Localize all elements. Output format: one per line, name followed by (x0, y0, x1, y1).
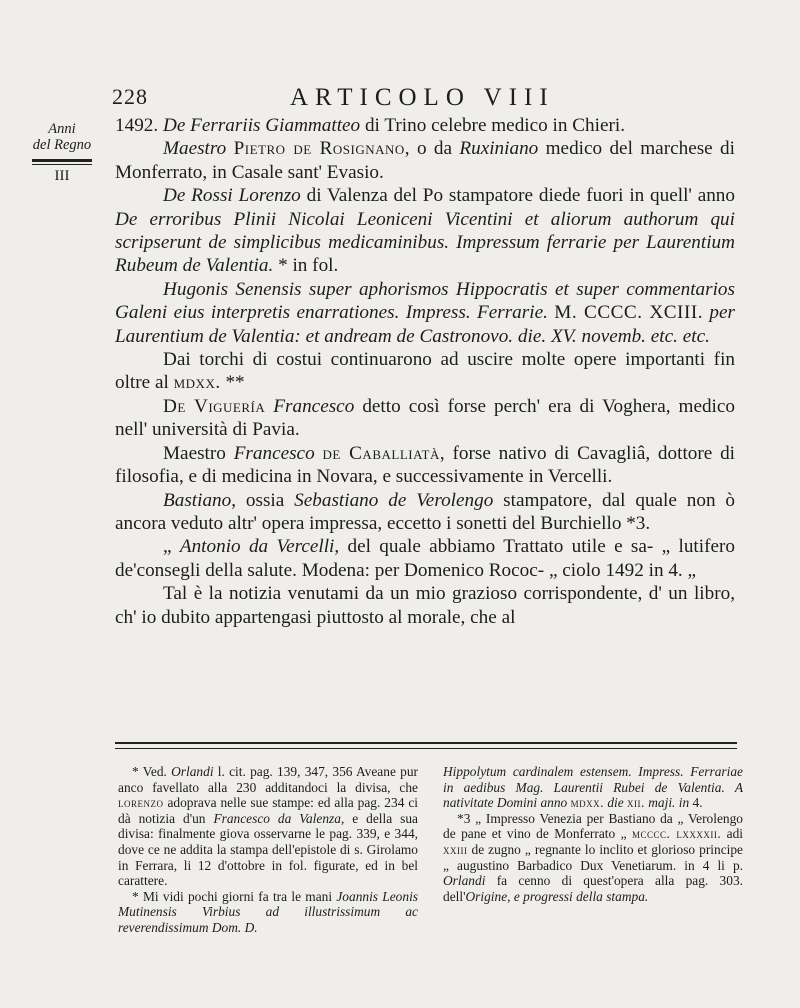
text-run: * in fol. (273, 255, 339, 277)
margin-note-regno: del Regno (32, 137, 92, 153)
text-run: Francesco (233, 442, 315, 464)
text-run: stampatore, dal quale non ò ancora veduto altr' opera impressa, eccetto i sonetti del Burchiello *3. (115, 489, 736, 534)
text-run: novemb. etc. etc. (581, 325, 710, 347)
text-run (315, 443, 323, 464)
paragraph (115, 395, 735, 442)
text-run: Tal è la notizia venutami da un mio grazioso corrispondente, d' un libro, ch' io dubito appartengasi piuttosto al morale, che al (115, 583, 735, 628)
text-run: di Valenza del Po stampatore diede fuori in quell' anno (300, 185, 735, 207)
text-run: M. CCCC. XCIII. (554, 302, 704, 324)
text-run: Origine, e progressi della stampa. (465, 888, 649, 904)
margin-note (24, 121, 100, 184)
text-run: maji. in (648, 795, 690, 811)
footnote (118, 764, 418, 889)
text-run: *3 „ Impresso Venezia per Bastiano da „ Verolengo de pane et vino de Monferrato „ (443, 810, 743, 842)
text-run: die (607, 795, 624, 811)
text-run: de Caballiatà (322, 442, 440, 464)
paragraph (115, 582, 735, 629)
text-run: Hugonis Senensis super aphorismos Hippocratis et super commentarios Galeni eius interpretis enarrationes. Impress. Ferrarie. (115, 278, 735, 324)
text-run: mdxx. (570, 795, 604, 811)
text-run: lorenzo (118, 795, 164, 811)
text-run: Ruxiniano (459, 138, 539, 160)
margin-note-anni: Anni (48, 121, 76, 137)
text-run: , del quale abbiamo Trattato utile e sa- „ lutifero de'consegli della salute. Modena: per Domenico Rococ- „ ciolo 1492 in 4. „ (115, 536, 735, 581)
text-run: De Ferrariis Giammatteo (162, 115, 361, 136)
margin-note-year: III (54, 168, 70, 184)
text-run: 1492. (115, 115, 163, 136)
paragraph (115, 535, 735, 582)
paragraph (115, 442, 735, 489)
paragraph (115, 278, 735, 348)
text-run: per Laurentium de Valentia: et andream de Castronovo. die. (115, 302, 735, 347)
text-run: di Trino celebre medico in Chieri. (360, 115, 626, 136)
footnote (443, 811, 743, 905)
text-run: mcccc. lxxxxii. (632, 826, 722, 842)
text-run: Sebastiano de Verolengo (294, 489, 494, 511)
text-run: ** (220, 372, 245, 394)
text-run: Maestro (163, 138, 227, 160)
text-run: De erroribus Plinii Nicolai Leoniceni Vicentini et aliorum authorum qui scripserunt de simplicibus medicaminibus. Impressum ferrarie per Laurentium Rubeum de Valentia. (115, 208, 735, 277)
footnotes-right-column (443, 764, 743, 904)
text-run: l. cit. pag. 139, 347, 356 Aveane pur anco favellato alla 230 additandoci la divisa, che (118, 764, 418, 795)
footnote (118, 889, 418, 936)
text-run: De Rossi Lorenzo (163, 185, 301, 207)
text-run: adi (721, 826, 743, 842)
text-run: , forse nativo di Cavagliâ, dottore di filosofia, e di medicina in Novara, e successivamente in Vercelli. (115, 442, 736, 488)
main-text (115, 114, 735, 629)
text-run: Dai torchi di costui continuarono ad uscire molte opere importanti fin oltre al (115, 349, 735, 394)
text-run: XV. (550, 325, 577, 347)
text-run: Antonio da Vercelli (179, 536, 335, 558)
text-run: de zugno „ regnante lo inclito et glorioso principe „ augustino Barbadico Dux Venetiarum. in 4 li p. (443, 841, 743, 873)
paragraph (115, 114, 735, 137)
paragraph (115, 184, 735, 278)
page-number: 228 (112, 84, 148, 109)
text-run: * Ved. (132, 764, 172, 779)
text-run: , e della sua divisa: finalmente giova osservarne le pag. 339, e 344, dove ce ne addita la stampa dell'epistole di s. Girolamo in Ferrara, li 12 d'ottobre in fol. figurate, ed in bel carattere. (118, 810, 418, 889)
text-run: , o da (404, 138, 460, 160)
text-run: „ (163, 536, 180, 558)
text-run: Joannis Leonis Mutinensis Virbius ad illustrissimum ac reverendissimum Dom. D. (118, 888, 419, 935)
text-run: 4. (689, 795, 703, 811)
page-header (0, 84, 800, 114)
text-run (226, 138, 233, 159)
footnote (443, 764, 743, 811)
text-run: Orlandi (443, 873, 486, 889)
paragraph (115, 137, 735, 184)
running-head: ARTICOLO VIII (290, 84, 555, 111)
text-run: Francesco da Valenza (213, 810, 341, 826)
text-run: medico del marchese di Monferrato, in Casale sant' Evasio. (115, 138, 735, 183)
margin-rule-thin (32, 164, 92, 165)
footnote-rule (115, 742, 737, 749)
text-run: xii. (627, 795, 645, 811)
margin-rule-thick (32, 159, 92, 162)
text-run: Bastiano (163, 489, 232, 511)
text-run: Pietro de Rosignano (233, 138, 405, 160)
text-run: adoprava nelle sue stampe: ed alla pag. 234 ci dà notizia d'un (118, 795, 418, 826)
text-run: Francesco (273, 395, 355, 417)
paragraph (115, 489, 735, 536)
footnotes-left-column (118, 764, 418, 936)
text-run: * Mi vidi pochi giorni fa tra le mani (132, 888, 337, 904)
text-run: mdxx. (173, 372, 221, 394)
text-run: Maestro (163, 442, 234, 464)
text-run: xxiii (443, 841, 468, 857)
text-run: , ossia (231, 489, 295, 511)
text-run: fa cenno di quest'opera alla pag. 303. dell' (443, 873, 743, 904)
text-run: detto così forse perch' era di Voghera, medico nell' università di Pavia. (115, 395, 736, 441)
text-run: De Viguería (163, 395, 266, 417)
text-run: Hippolytum cardinalem estensem. Impress. Ferrariae in aedibus Mag. Laurentii Rubei de Valentia. A nativitate Domini anno (443, 764, 743, 811)
text-run: Orlandi (171, 764, 214, 779)
paragraph (115, 348, 735, 395)
